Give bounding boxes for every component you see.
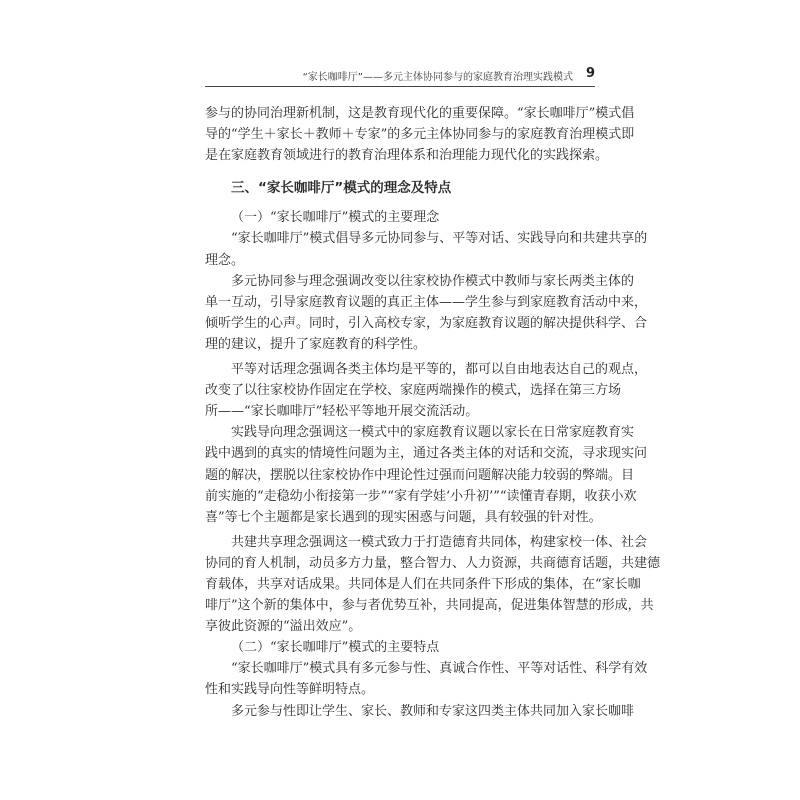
text-line: 享彼此资源的“溢出效应”。 bbox=[205, 619, 362, 635]
text-line: 参与的协同治理新机制，这是教育现代化的重要保障。“家长咖啡厅”模式倡 bbox=[205, 106, 635, 121]
text-line: “家长咖啡厅”模式倡导多元协同参与、平等对话、实践导向和共建共享的 bbox=[231, 231, 648, 247]
text-line: 喜”等七个主题都是家长遇到的现实困惑与问题，具有较强的针对性。 bbox=[205, 509, 602, 525]
text-line: 导的“学生＋家长＋教师＋专家”的多元主体协同参与的家庭教育治理模式即 bbox=[205, 127, 635, 143]
text-line: 践中遇到的真实的情境性问题为主，通过各类主体的对话和交流，寻求现实问 bbox=[205, 446, 648, 462]
text-line: 共建共享理念强调这一模式致力于打造德育共同体，构建家校一体、社会 bbox=[231, 534, 648, 550]
text-line: 单一互动，引导家庭教育议题的真正主体——学生参与到家庭教育活动中来， bbox=[205, 294, 648, 310]
text-line: 是在家庭教育领域进行的教育治理体系和治理能力现代化的实践探索。 bbox=[205, 148, 609, 164]
text-line: 所——“家长咖啡厅”轻松平等地开展交流活动。 bbox=[205, 404, 479, 420]
text-line: 理念。 bbox=[205, 252, 245, 268]
co-build-share-paragraph bbox=[205, 532, 661, 637]
text-line: 性和实践导向性等鲜明特点。 bbox=[205, 682, 375, 698]
subsection-heading-concepts: （一）“家长咖啡厅”模式的主要理念 bbox=[231, 210, 440, 226]
text-line: 理的建议，提升了家庭教育的科学性。 bbox=[205, 336, 427, 352]
text-line: 改变了以往家校协作固定在学校、家庭两端操作的模式，选择在第三方场 bbox=[205, 383, 622, 399]
concepts-paragraph bbox=[205, 228, 648, 270]
page-body bbox=[205, 103, 661, 722]
equal-dialogue-paragraph bbox=[205, 359, 648, 422]
multi-participation-paragraph bbox=[205, 271, 648, 355]
text-line: 题的解决，摆脱以往家校协作中理论性过强而问题解决能力较弱的弊端。目 bbox=[205, 467, 635, 483]
section-heading: 三、“家长咖啡厅”模式的理念及特点 bbox=[231, 180, 452, 197]
text-line: 育载体，共享对话成果。共同体是人们在共同条件下形成的集体，在“家长咖 bbox=[205, 576, 641, 592]
text-line: 多元协同参与理念强调改变以往家校协作模式中教师与家长两类主体的 bbox=[231, 273, 635, 289]
running-title: “家长咖啡厅”——多元主体协同参与的家庭教育治理实践模式 bbox=[302, 72, 573, 83]
text-line: 前实施的“走稳幼小衔接第一步”“家有学娃‘小升初’”“读懂青春期，收获小欢 bbox=[205, 488, 637, 504]
text-line: “家长咖啡厅”模式具有多元参与性、真诚合作性、平等对话性、科学有效 bbox=[231, 661, 648, 677]
header-rule bbox=[205, 86, 595, 87]
practice-oriented-paragraph bbox=[205, 422, 648, 527]
text-line: 多元参与性即让学生、家长、教师和专家这四类主体共同加入家长咖啡 bbox=[231, 703, 635, 719]
multi-participation-feature-paragraph bbox=[205, 701, 635, 722]
text-line: 实践导向理念强调这一模式中的家庭教育议题以家长在日常家庭教育实 bbox=[231, 425, 635, 441]
running-header bbox=[205, 66, 595, 84]
features-paragraph bbox=[205, 658, 648, 700]
text-line: 平等对话理念强调各类主体均是平等的，都可以自由地表达自己的观点， bbox=[231, 362, 648, 378]
subsection-heading-features: （二）“家长咖啡厅”模式的主要特点 bbox=[231, 640, 440, 656]
page-number: 9 bbox=[585, 66, 595, 81]
text-line: 协同的育人机制，动员多方力量，整合智力、人力资源，共商德育话题，共建德 bbox=[205, 555, 661, 571]
text-line: 啡厅”这个新的集体中，参与者优势互补，共同提高，促进集体智慧的形成，共 bbox=[205, 598, 654, 614]
text-line: 倾听学生的心声。同时，引入高校专家，为家庭教育议题的解决提供科学、合 bbox=[205, 315, 648, 331]
intro-paragraph bbox=[205, 103, 635, 166]
